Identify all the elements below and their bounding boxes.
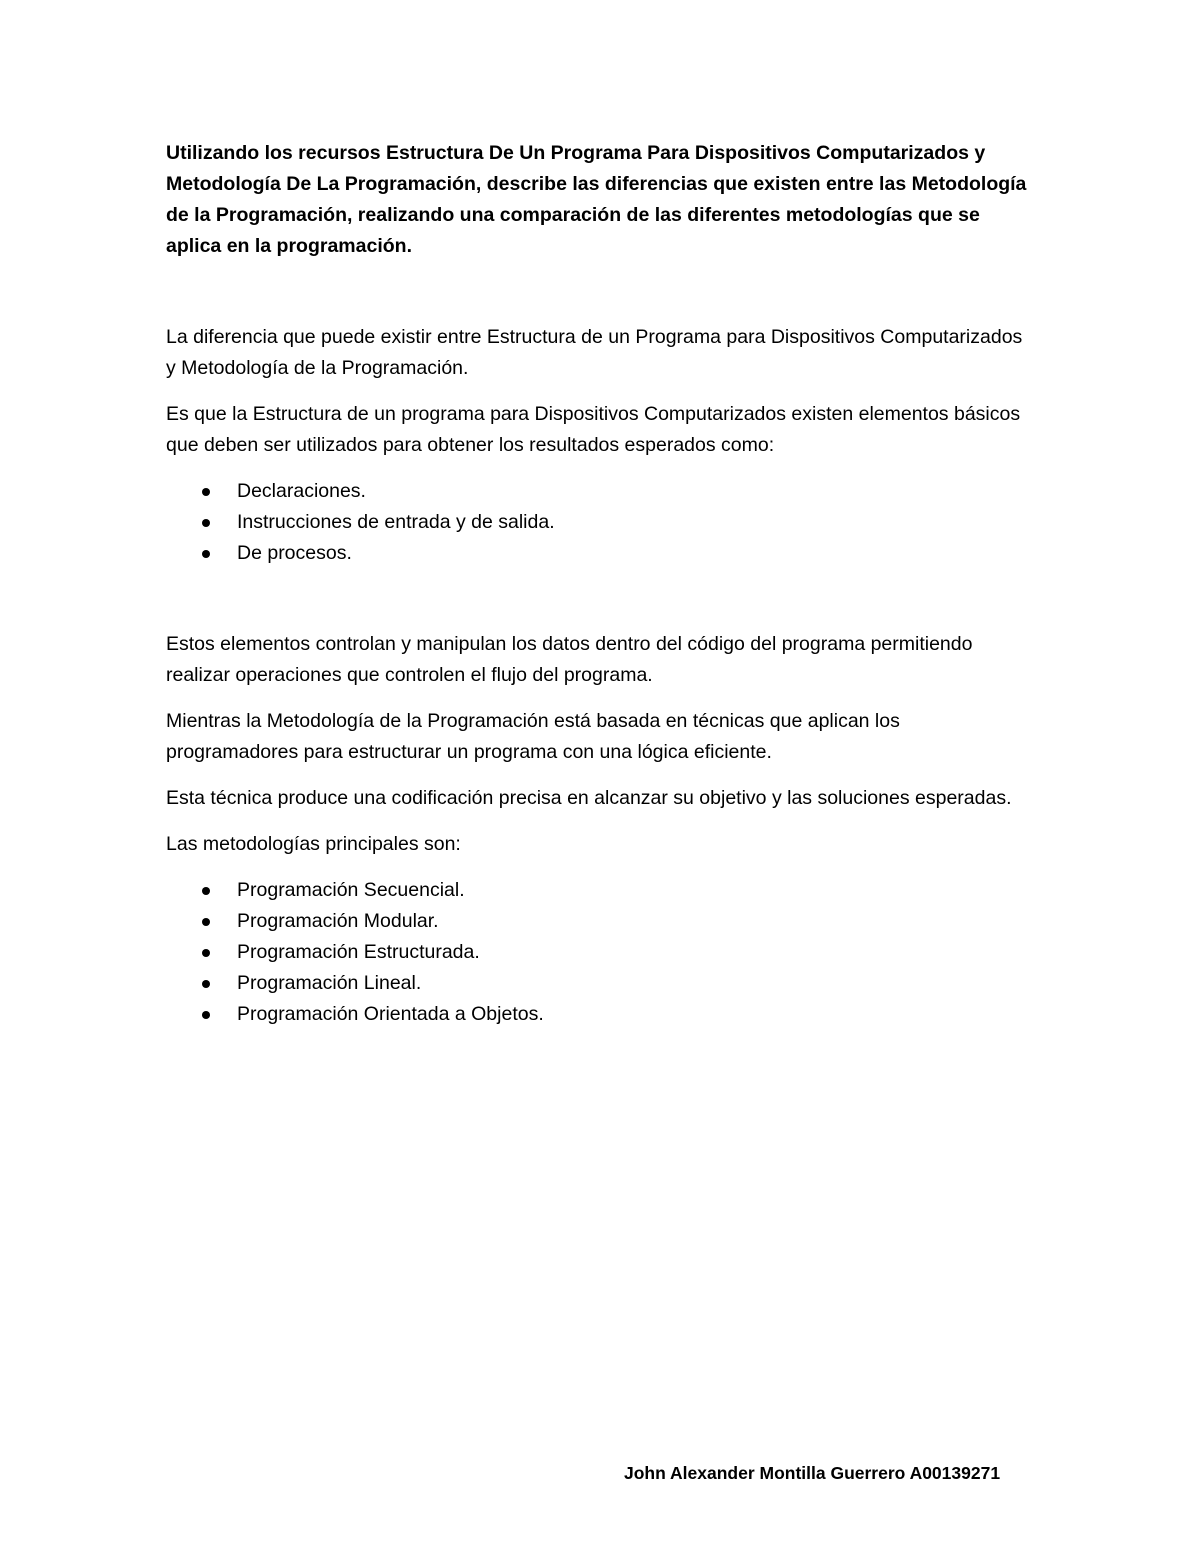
- bullet-icon: [202, 488, 210, 496]
- intro-paragraph: La diferencia que puede existir entre Estructura de un Programa para Dispositivos Computarizados y Metodología de la Programación.: [166, 326, 1023, 379]
- bullet-icon: [202, 887, 210, 895]
- bullet-icon: [202, 519, 210, 527]
- bullet-icon: [202, 980, 210, 988]
- list-item: Programación Secuencial.: [166, 875, 1036, 906]
- list-item: Instrucciones de entrada y de salida.: [166, 507, 1036, 538]
- list-item: Programación Modular.: [166, 906, 1036, 937]
- list-item: Programación Lineal.: [166, 968, 1036, 999]
- methodologies-intro: Las metodologías principales son:: [166, 833, 461, 855]
- list-item: Declaraciones.: [166, 476, 1036, 507]
- methodologies-list: [166, 875, 1036, 1030]
- structure-paragraph: Es que la Estructura de un programa para Dispositivos Computarizados existen elementos básicos que deben ser utilizados para obtener los resultados esperados como:: [166, 403, 1021, 456]
- bullet-icon: [202, 1011, 210, 1019]
- list-item: De procesos.: [166, 538, 1036, 569]
- author-footer: John Alexander Montilla Guerrero A00139271: [624, 1463, 1001, 1483]
- question-heading: Utilizando los recursos Estructura De Un Programa Para Dispositivos Computarizados y Metodología De La Programación, describe las diferencias que existen entre las Metodología de la Programación, realizando una comparación de las diferentes metodologías que se aplica en la programación.: [166, 142, 1027, 257]
- technique-paragraph: Esta técnica produce una codificación precisa en alcanzar su objetivo y las soluciones esperadas.: [166, 787, 1012, 809]
- elements-list: [166, 476, 1036, 569]
- bullet-icon: [202, 949, 210, 957]
- document-body: [166, 138, 1036, 1030]
- list-item: Programación Orientada a Objetos.: [166, 999, 1036, 1030]
- control-paragraph: Estos elementos controlan y manipulan los datos dentro del código del programa permitiendo realizar operaciones que controlen el flujo del programa.: [166, 633, 973, 686]
- list-item: Programación Estructurada.: [166, 937, 1036, 968]
- bullet-icon: [202, 550, 210, 558]
- bullet-icon: [202, 918, 210, 926]
- methodology-paragraph: Mientras la Metodología de la Programación está basada en técnicas que aplican los programadores para estructurar un programa con una lógica eficiente.: [166, 710, 900, 763]
